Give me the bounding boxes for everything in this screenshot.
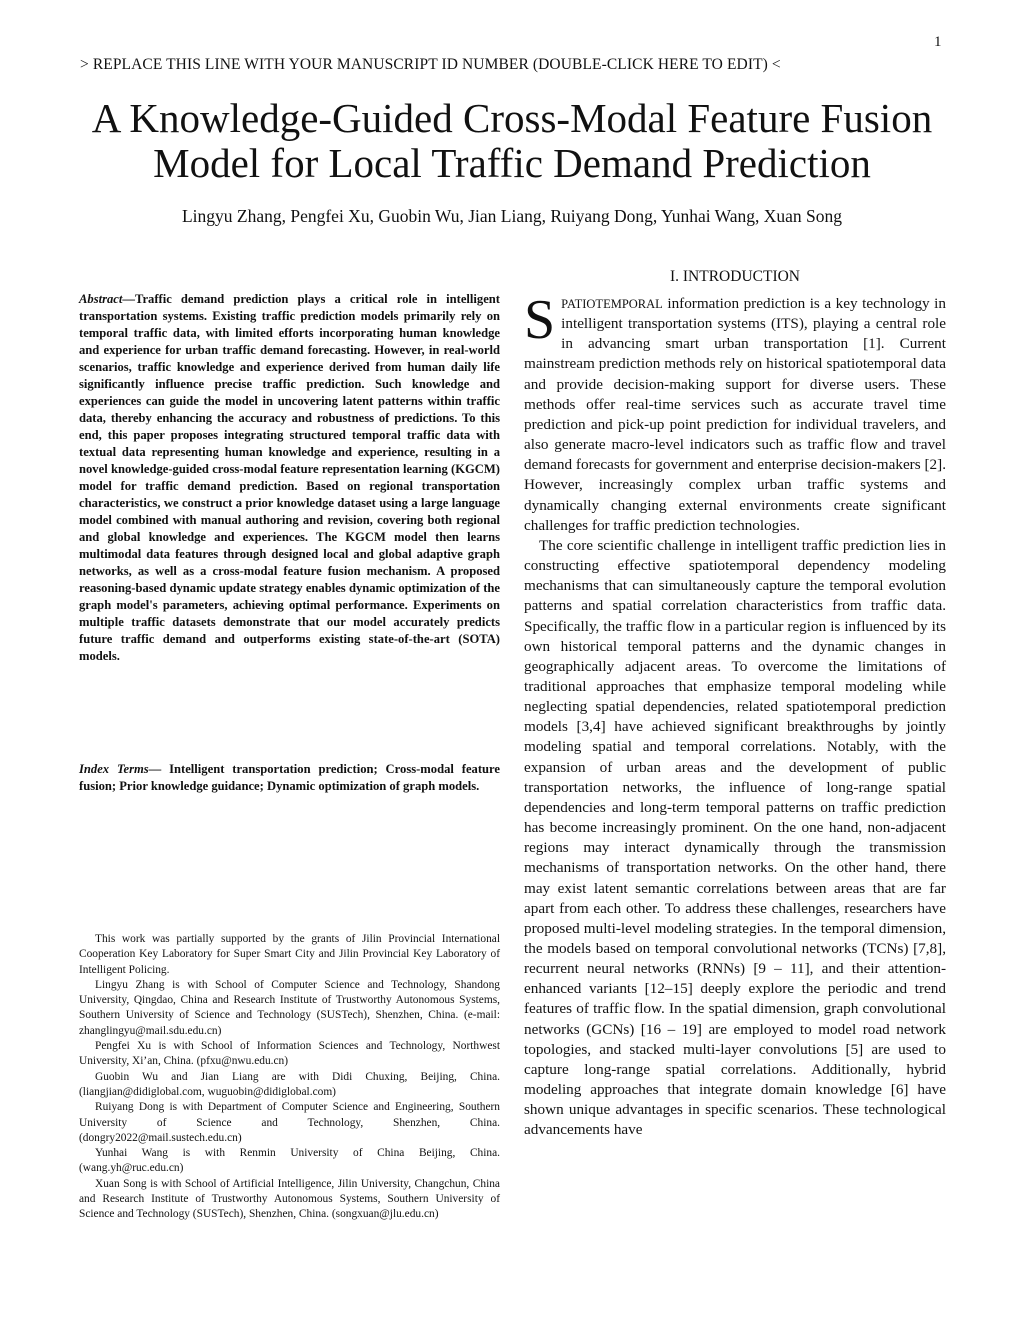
manuscript-id-line[interactable]: > REPLACE THIS LINE WITH YOUR MANUSCRIPT ID NUMBER (DOUBLE-CLICK HERE TO EDIT) < (80, 56, 781, 73)
drop-cap: S (524, 289, 556, 351)
index-terms-label: Index Terms (79, 762, 149, 776)
first-word: PATIOTEMPORAL (561, 297, 663, 311)
footnote-affiliation: Xuan Song is with School of Artificial Intelligence, Jilin University, Changchun, China and Research Institute of Trustworthy Autonomous Systems, Southern University of Science and Technology (SUSTech), Shenzhen, China. (songxuan@jlu.edu.cn) (79, 1177, 500, 1221)
title-line-1: A Knowledge-Guided Cross-Modal Feature Fusion (91, 95, 933, 141)
introduction-column (524, 268, 946, 1141)
section-heading: I. INTRODUCTION (669, 268, 800, 285)
footnote-affiliation: Pengfei Xu is with School of Information Sciences and Technology, Northwest University, Xi’an, China. (pfxu@nwu.edu.cn) (79, 1040, 500, 1068)
author-list: Lingyu Zhang, Pengfei Xu, Guobin Wu, Jian Liang, Ruiyang Dong, Yunhai Wang, Xuan Song (181, 206, 843, 226)
footnote-affiliation: Yunhai Wang is with Renmin University of China Beijing, China. (wang.yh@ruc.edu.cn) (79, 1147, 500, 1175)
page-number: 1 (934, 34, 942, 50)
author-footnote (79, 932, 500, 1223)
abstract-text: —Traffic demand prediction plays a critical role in intelligent transportation systems. Existing traffic prediction models primarily rely on temporal traffic data, with limited efforts incorporating human knowledge and experience for urban traffic demand forecasting. However, in real-world scenarios, traffic knowledge and experience derived from human daily life significantly influence precise traffic prediction. Such knowledge and experiences can guide the model in uncovering latent patterns within traffic data, thereby enhancing the accuracy and robustness of predictions. To this end, this paper proposes integrating structured temporal traffic data with textual data representing human knowledge and experience, resulting in a novel knowledge-guided cross-modal feature representation learning (KGCM) model for traffic demand prediction. Based on regional transportation characteristics, we construct a prior knowledge dataset using a large language model combined with manual authoring and revision, covering both regional and global knowledge and experiences. The KGCM model then learns multimodal data features through designed local and global adaptive graph networks, as well as a cross-modal feature fusion mechanism. A proposed reasoning-based dynamic update strategy enables dynamic optimization of the graph model's parameters, achieving optimal performance. Experiments on multiple traffic datasets demonstrate that our model accurately predicts future traffic demand and outperforms existing state-of-the-art (SOTA) models. (79, 292, 500, 663)
footnote-affiliation: Ruiyang Dong is with Department of Computer Science and Engineering, Southern University of Science and Technology, Shenzhen, China. (dongry2022@mail.sustech.edu.cn) (79, 1101, 500, 1144)
title-line-2: Model for Local Traffic Demand Prediction (153, 140, 871, 186)
abstract-label: Abstract (79, 292, 123, 306)
intro-paragraph-2: The core scientific challenge in intelligent traffic prediction lies in constructing effective spatiotemporal dependency modeling mechanisms that can simultaneously capture the temporal evolution patterns and spatial correlation characteristics from traffic data. Specifically, the traffic flow in a particular region is influenced by its own historical temporal patterns and the dynamic changes in geographically adjacent areas. To overcome the limitations of traditional approaches that emphasize temporal modeling while neglecting spatial dependencies, related spatiotemporal prediction models [3,4] have achieved significant breakthroughs by jointly modeling spatial and temporal correlations. Notably, with the expansion of urban areas and the development of public transportation networks, the influence of long-range spatial dependencies and long-term temporal patterns on traffic prediction has become increasingly prominent. On the one hand, non-adjacent regions may interact dynamically through the transmission mechanisms of transportation networks. On the other hand, there may exist latent semantic correlations between areas that are far apart from each other. To address these challenges, researchers have proposed multi-level modeling strategies. In the temporal dimension, the models based on temporal convolutional networks (TCNs) [7,8], recurrent neural networks (RNNs) [9 – 11], and their attention-enhanced variants [12–15] deeply explore the periodic and trend features of traffic flow. In the spatial dimension, graph convolutional networks (GCNs) [16 – 19] are employed to model road network topologies, and stacked multi-layer convolutions [5] are used to capture long-range spatial correlations. Additionally, hybrid modeling approaches that integrate domain knowledge [6] have shown unique advantages in specific scenarios. These technological advancements have (524, 536, 946, 1139)
footnote-affiliation: Lingyu Zhang is with School of Computer Science and Technology, Shandong University, Qingdao, China and Research Institute of Trustworthy Autonomous Systems, Southern University of Science and Technology (SUSTech), Shenzhen, China. (e-mail: zhanglingyu@mail.sdu.edu.cn) (79, 978, 500, 1037)
intro-paragraph-1-text: information prediction is a key technology in intelligent transportation systems (ITS), playing a central role in advancing smart urban transportation [1]. Current mainstream prediction methods rely on historical spatiotemporal data and provide decision-making support for diverse users. These methods offer real-time services such as accurate travel time prediction and pick-up point prediction for individual travelers, and also generate macro-level indicators such as traffic flow and travel demand forecasts for government and enterprise decision-makers [2]. However, increasingly complex urban traffic systems and dynamically changing external environments create significant challenges for traffic prediction technologies. (524, 295, 946, 534)
index-terms (79, 761, 500, 795)
footnote-funding: This work was partially supported by the grants of Jilin Provincial International Cooperation Key Laboratory for Super Smart City and Jilin Provincial Key Laboratory of Intelligent Policing. (79, 933, 500, 976)
footnote-affiliation: Guobin Wu and Jian Liang are with Didi Chuxing, Beijing, China. (liangjian@didiglobal.com, wuguobin@didiglobal.com) (79, 1070, 500, 1098)
abstract (79, 291, 500, 665)
index-terms-text: — Intelligent transportation prediction; Cross-modal feature fusion; Prior knowledge guidance; Dynamic optimization of graph models. (79, 762, 500, 793)
paper-title (0, 96, 1024, 186)
intro-paragraph-1 (524, 289, 946, 536)
